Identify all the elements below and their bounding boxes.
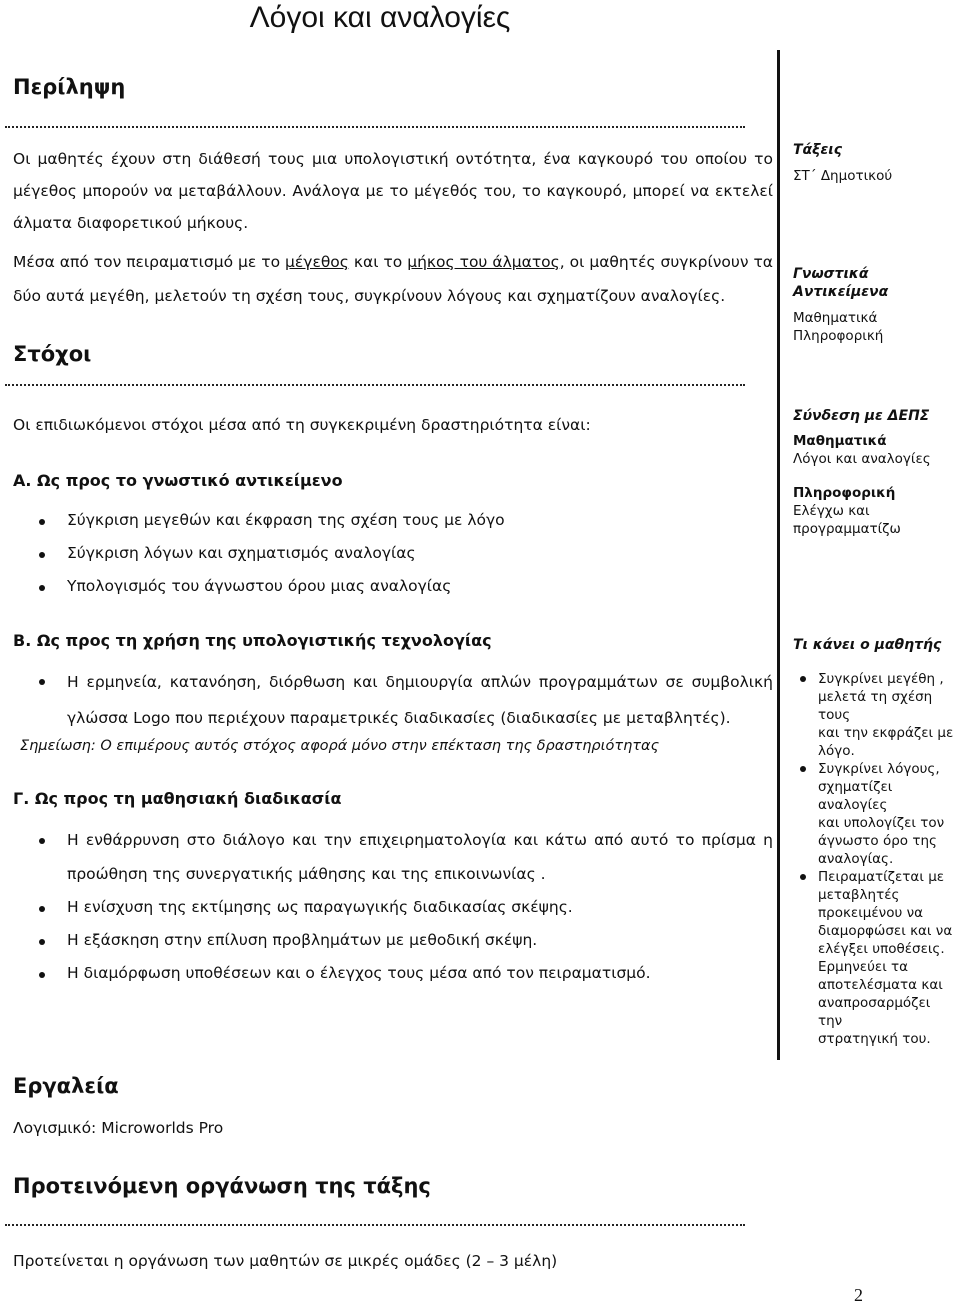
summary-paragraph-2 <box>13 245 773 313</box>
goals-heading: Στόχοι <box>13 342 92 366</box>
page-title: Λόγοι και αναλογίες <box>249 1 511 34</box>
sidebar-link-subject: Μαθηματικά <box>793 433 887 449</box>
sidebar-link-topic: Ελέγχω και <box>793 503 870 519</box>
sidebar-classes-value: ΣΤ΄ Δημοτικού <box>793 168 893 184</box>
list-item <box>13 823 773 891</box>
tools-heading: Εργαλεία <box>13 1074 119 1098</box>
list-item-text: Υπολογισμός του άγνωστου όρου μιας αναλογίας <box>67 577 452 595</box>
sidebar-student-heading: Τι κάνει ο μαθητής <box>793 637 942 653</box>
sidebar-subjects-heading: Γνωστικά Αντικείμενα <box>793 266 889 300</box>
list-item <box>13 504 773 537</box>
bullet-icon <box>800 874 806 880</box>
list-item-line: προκειμένου να <box>818 905 924 921</box>
list-item-line: αναπροσαρμόζει την <box>818 995 931 1029</box>
sidebar-link-topic: Λόγοι και αναλογίες <box>793 451 931 467</box>
underlined-term: μήκος του άλματος <box>407 253 560 271</box>
list-item-text: Η ερμηνεία, κατανόηση, διόρθωση και δημιουργία απλών προγραμμάτων σε συμβολική γλώσσα Logo που περιέχουν παραμετρικές διαδικασίες (διαδικασίες με μεταβλητές). <box>67 673 773 727</box>
text-fragment: και το <box>348 253 408 271</box>
goals-section-c-title: Γ. Ως προς τη μαθησιακή διαδικασία <box>13 789 342 808</box>
list-item-line: Συγκρίνει μεγέθη , <box>818 671 944 687</box>
text-fragment: Μέσα από τον πειραματισμό με το <box>13 253 286 271</box>
bullet-icon <box>39 972 45 978</box>
goals-section-a-list <box>13 504 773 603</box>
list-item-line: Πειραματίζεται με <box>818 869 945 885</box>
list-item-text: Σύγκριση μεγεθών και έκφραση της σχέση τους με λόγο <box>67 511 505 529</box>
list-item <box>793 868 958 1048</box>
sidebar-subject: Μαθηματικά <box>793 310 878 326</box>
summary-heading: Περίληψη <box>13 75 126 99</box>
summary-paragraph-1: Οι μαθητές έχουν στη διάθεσή τους μια υπολογιστική οντότητα, ένα καγκουρό του οποίου το μέγεθος μπορούν να μεταβάλλουν. Ανάλογα με το μέγεθός του, το καγκουρό, μπορεί να εκτελεί άλματα διαφορετικού μήκους. <box>13 150 773 232</box>
bullet-icon <box>39 519 45 525</box>
list-item-line: μελετά τη σχέση τους <box>818 689 933 723</box>
list-item-line: και υπολογίζει τον <box>818 815 945 831</box>
list-item-text: Η ενίσχυση της εκτίμησης ως παραγωγικής διαδικασίας σκέψης. <box>67 898 573 916</box>
list-item-line: άγνωστο όρο της <box>818 833 937 849</box>
list-item <box>13 537 773 570</box>
tools-text: Λογισμικό: Microworlds Pro <box>13 1119 224 1137</box>
sidebar-student-list <box>793 670 958 1048</box>
goals-section-c-list <box>13 823 773 990</box>
bullet-icon <box>39 679 45 685</box>
list-item <box>793 670 958 760</box>
sidebar-link-subject: Πληροφορική <box>793 485 896 501</box>
bullet-icon <box>800 676 806 682</box>
sidebar-curriculum-link <box>793 407 958 538</box>
goals-intro: Οι επιδιωκόμενοι στόχοι μέσα από τη συγκεκριμένη δραστηριότητα είναι: <box>13 416 591 434</box>
list-item <box>13 891 773 924</box>
sidebar-link-heading: Σύνδεση με ΔΕΠΣ <box>793 408 930 424</box>
sidebar-subjects <box>793 265 958 345</box>
list-item-text: Η εξάσκηση στην επίλυση προβλημάτων με μεθοδική σκέψη. <box>67 931 538 949</box>
list-item-line: Συγκρίνει λόγους, <box>818 761 940 777</box>
dotted-divider <box>5 1224 745 1226</box>
list-item-line: διαμορφώσει και να <box>818 923 953 939</box>
goals-section-a-title: Α. Ως προς το γνωστικό αντικείμενο <box>13 471 343 490</box>
underlined-term: μέγεθος <box>285 253 349 271</box>
list-item <box>13 570 773 603</box>
bullet-icon <box>800 766 806 772</box>
list-item-line: λόγο. <box>818 743 855 759</box>
list-item-line: Ερμηνεύει τα <box>818 959 909 975</box>
bullet-icon <box>39 939 45 945</box>
organization-heading: Προτεινόμενη οργάνωση της τάξης <box>13 1174 431 1198</box>
list-item-line: σχηματίζει αναλογίες <box>818 779 893 813</box>
sidebar-classes <box>793 141 958 185</box>
list-item-line: μεταβλητές <box>818 887 900 903</box>
sidebar-student-activities <box>793 636 958 1048</box>
list-item <box>13 957 773 990</box>
list-item <box>793 760 958 868</box>
organization-text: Προτείνεται η οργάνωση των μαθητών σε μικρές ομάδες (2 – 3 μέλη) <box>13 1252 558 1270</box>
list-item <box>13 664 773 736</box>
column-divider <box>777 50 780 1060</box>
goals-section-b-title: Β. Ως προς τη χρήση της υπολογιστικής τεχνολογίας <box>13 631 492 650</box>
bullet-icon <box>39 838 45 844</box>
dotted-divider <box>5 126 745 128</box>
bullet-icon <box>39 585 45 591</box>
text-fragment: , οι μαθητές συγκρίνουν τα δύο αυτά μεγέθη, μελετούν τη σχέση τους, συγκρίνουν λόγους και σχηματίζουν αναλογίες. <box>13 253 773 305</box>
note-text: Σημείωση: Ο επιμέρους αυτός στόχος αφορά μόνο στην επέκταση της δραστηριότητας <box>20 738 660 754</box>
list-item-line: αποτελέσματα και <box>818 977 943 993</box>
goals-section-b-list <box>13 664 773 736</box>
sidebar-classes-heading: Τάξεις <box>793 142 842 158</box>
list-item-line: ελέγξει υποθέσεις. <box>818 941 945 957</box>
list-item-line: στρατηγική του. <box>818 1031 931 1047</box>
sidebar-subject: Πληροφορική <box>793 328 884 344</box>
list-item-line: και την εκφράζει με <box>818 725 954 741</box>
list-item-text: Σύγκριση λόγων και σχηματισμός αναλογίας <box>67 544 416 562</box>
list-item-text: Η ενθάρρυνση στο διάλογο και την επιχειρηματολογία και κάτω από αυτό το πρίσμα η προώθηση της συνεργατικής μάθησης και της επικοινωνίας . <box>67 831 773 883</box>
bullet-icon <box>39 552 45 558</box>
sidebar-link-topic: προγραμματίζω <box>793 521 901 537</box>
bullet-icon <box>39 906 45 912</box>
page-number: 2 <box>854 1285 863 1305</box>
list-item <box>13 924 773 957</box>
list-item-line: αναλογίας. <box>818 851 894 867</box>
list-item-text: Η διαμόρφωση υποθέσεων και ο έλεγχος τους μέσα από τον πειραματισμό. <box>67 964 651 982</box>
dotted-divider <box>5 384 745 386</box>
